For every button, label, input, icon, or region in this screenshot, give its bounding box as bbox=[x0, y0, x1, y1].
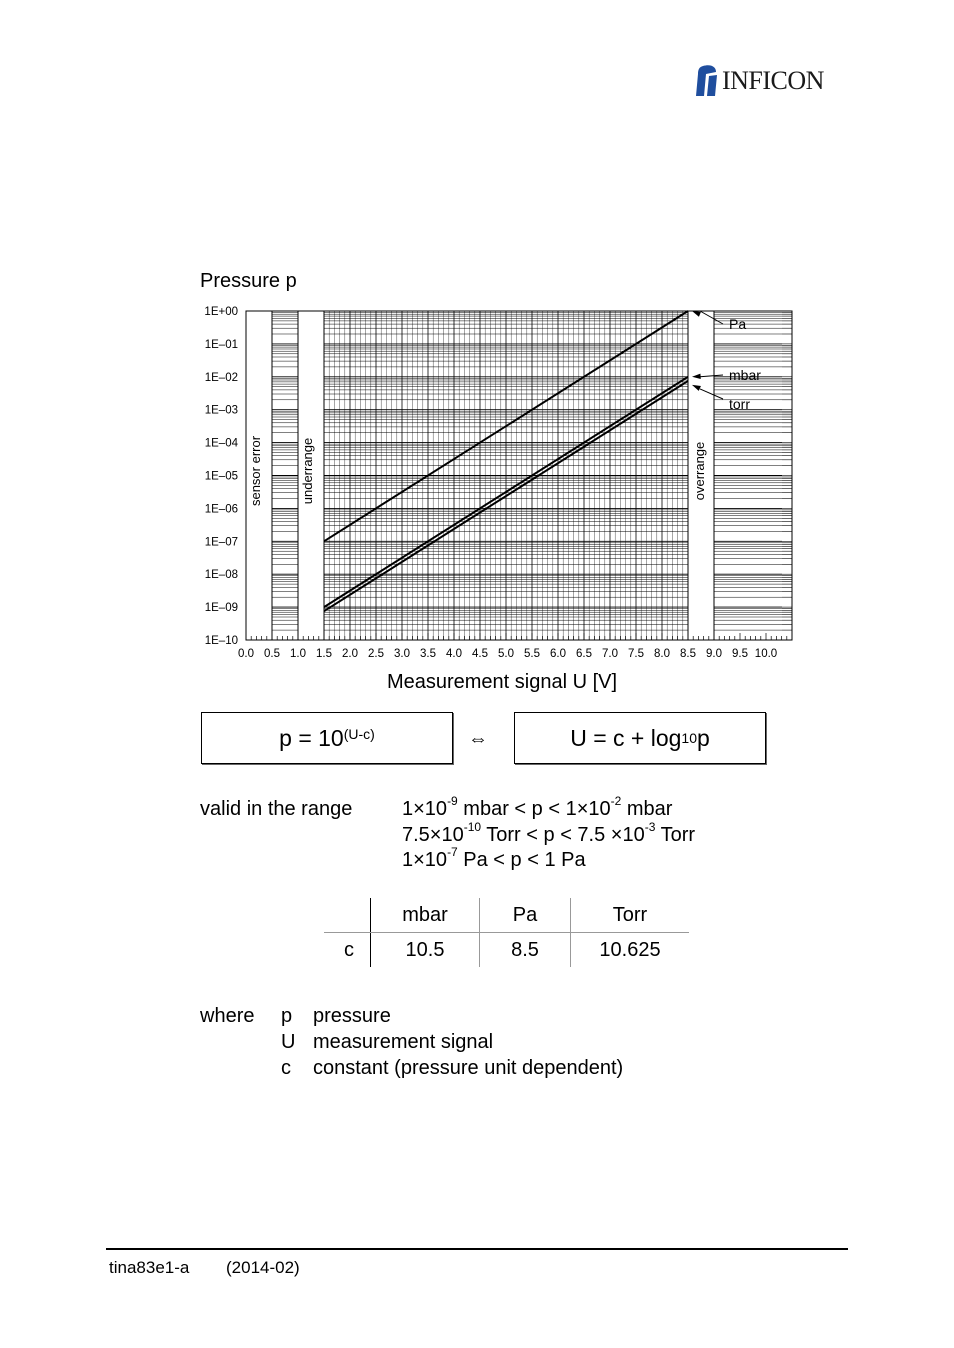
range-torr-high-exp: -3 bbox=[644, 820, 656, 835]
range-pa bbox=[402, 845, 586, 872]
table-row bbox=[324, 933, 689, 968]
inficon-logo bbox=[694, 62, 848, 98]
x-tick-label: 9.5 bbox=[732, 648, 748, 660]
table-header-cell: Pa bbox=[480, 898, 571, 933]
y-tick-label: 1E–01 bbox=[204, 338, 238, 351]
series-arrow-line bbox=[700, 311, 723, 324]
y-tick-label: 1E–09 bbox=[204, 602, 238, 615]
formula-signal-log-base: 10 bbox=[681, 730, 697, 746]
x-tick-label: 6.5 bbox=[576, 648, 592, 660]
y-tick-label: 1E+00 bbox=[204, 306, 238, 318]
legend-symbol: c bbox=[281, 1057, 291, 1079]
series-label: mbar bbox=[729, 367, 761, 383]
legend-symbol: U bbox=[281, 1031, 296, 1053]
plot-area bbox=[204, 306, 792, 660]
chart-title: Pressure p bbox=[200, 270, 297, 292]
x-tick-label: 4.5 bbox=[472, 648, 488, 660]
equivalence-symbol: ⇔ bbox=[468, 728, 488, 750]
region-label: sensor error bbox=[248, 435, 263, 507]
table-cell: 8.5 bbox=[480, 933, 571, 968]
footer-rule bbox=[106, 1248, 848, 1250]
where-label: where bbox=[200, 1005, 255, 1027]
logo-mark-icon bbox=[694, 64, 720, 98]
table-row-label: c bbox=[324, 933, 371, 968]
series-arrowhead bbox=[692, 385, 701, 391]
pressure-signal-chart bbox=[190, 265, 810, 695]
table-header-cell: Torr bbox=[571, 898, 690, 933]
range-torr-mid: Torr < p < 7.5 ×10 bbox=[481, 824, 645, 846]
formula-pressure-exponent: (U-c) bbox=[343, 726, 375, 742]
range-mbar bbox=[402, 794, 673, 821]
range-torr-unit: Torr bbox=[655, 824, 696, 846]
table-cell: 10.625 bbox=[599, 938, 661, 961]
y-tick-label: 1E–02 bbox=[204, 371, 238, 384]
footer-date: (2014-02) bbox=[226, 1258, 300, 1277]
x-tick-label: 7.0 bbox=[602, 648, 618, 660]
y-tick-label: 1E–08 bbox=[204, 569, 238, 582]
x-tick-label: 6.0 bbox=[550, 648, 566, 660]
x-tick-label: 8.0 bbox=[654, 648, 670, 660]
range-mbar-low-base: 1×10 bbox=[402, 798, 448, 820]
formula-pressure-box bbox=[201, 712, 453, 764]
logo-text: INFICON bbox=[722, 66, 824, 95]
x-tick-label: 9.0 bbox=[706, 648, 722, 660]
x-tick-label: 3.5 bbox=[420, 648, 436, 660]
formula-signal-main: U = c + log bbox=[570, 724, 682, 751]
legend-text: measurement signal bbox=[313, 1031, 494, 1053]
region-label: underrange bbox=[300, 437, 315, 505]
x-tick-label: 10.0 bbox=[754, 648, 778, 660]
range-mbar-low-exp: -9 bbox=[447, 794, 458, 809]
x-tick-label: 0.0 bbox=[238, 648, 254, 660]
x-tick-label: 7.5 bbox=[628, 648, 644, 660]
y-tick-label: 1E–07 bbox=[204, 536, 238, 549]
legend-symbol: p bbox=[281, 1005, 293, 1027]
range-label: valid in the range bbox=[200, 798, 353, 820]
y-tick-label: 1E–03 bbox=[204, 404, 238, 417]
range-mbar-unit: mbar bbox=[621, 798, 673, 820]
x-tick-label: 5.5 bbox=[524, 648, 540, 660]
range-torr bbox=[402, 820, 696, 847]
table-header-row bbox=[324, 898, 689, 933]
range-pa-rest: Pa < p < 1 Pa bbox=[457, 849, 586, 871]
y-tick-label: 1E–04 bbox=[204, 437, 238, 450]
formula-pressure-base: p = 10 bbox=[279, 724, 344, 751]
formula-signal-box bbox=[514, 712, 766, 764]
range-torr-low-base: 7.5×10 bbox=[402, 824, 464, 846]
table-header-cell bbox=[324, 898, 371, 933]
region-label: overrange bbox=[692, 441, 707, 501]
y-tick-label: 1E–10 bbox=[204, 635, 238, 647]
x-tick-label: 2.5 bbox=[368, 648, 384, 660]
formula-signal-end: p bbox=[697, 724, 710, 751]
x-tick-label: 8.5 bbox=[680, 648, 696, 660]
x-tick-label: 3.0 bbox=[394, 648, 410, 660]
series-arrowhead bbox=[692, 311, 701, 317]
x-tick-label: 2.0 bbox=[342, 648, 358, 660]
range-pa-low-exp: -7 bbox=[447, 845, 458, 860]
series-arrowhead bbox=[692, 374, 701, 379]
constants-table bbox=[324, 898, 689, 967]
table-cell: 10.5 bbox=[371, 933, 480, 968]
footer-doc-id: tina83e1-a bbox=[109, 1258, 190, 1277]
x-tick-label: 1.5 bbox=[316, 648, 332, 660]
table-header-cell: mbar bbox=[371, 898, 480, 933]
range-pa-low-base: 1×10 bbox=[402, 849, 448, 871]
series-label: torr bbox=[729, 396, 750, 412]
range-mbar-high-exp: -2 bbox=[610, 794, 622, 809]
y-tick-label: 1E–05 bbox=[204, 470, 238, 483]
y-tick-label: 1E–06 bbox=[204, 503, 238, 516]
x-tick-label: 0.5 bbox=[264, 648, 280, 660]
x-tick-label: 1.0 bbox=[290, 648, 306, 660]
x-tick-label: 4.0 bbox=[446, 648, 462, 660]
range-torr-low-exp: -10 bbox=[463, 820, 482, 835]
series-label: Pa bbox=[729, 316, 747, 332]
legend-text: constant (pressure unit dependent) bbox=[313, 1057, 624, 1079]
legend-text: pressure bbox=[313, 1005, 391, 1027]
x-tick-label: 5.0 bbox=[498, 648, 514, 660]
range-mbar-mid: mbar < p < 1×10 bbox=[457, 798, 611, 820]
x-axis-label: Measurement signal U [V] bbox=[386, 671, 618, 693]
